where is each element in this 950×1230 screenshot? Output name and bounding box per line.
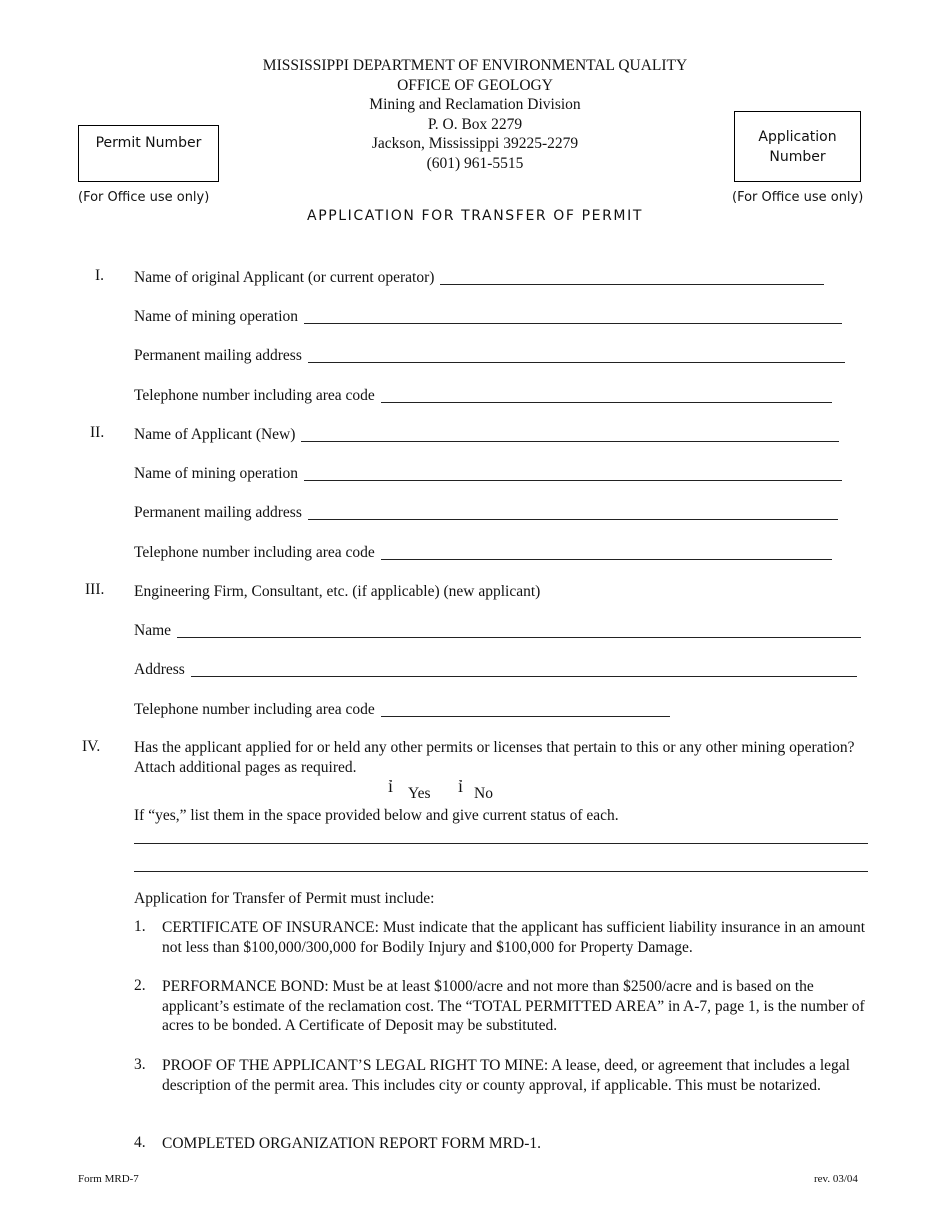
telephone-2-label: Telephone number including area code: [134, 544, 375, 561]
mailing-address-2-line[interactable]: [308, 519, 838, 520]
requirement-1-text: CERTIFICATE OF INSURANCE: Must indicate that the applicant has sufficient liability insurance in an amount not less than $100,000/300,000 for Bodily Injury and $100,000 for Property Damage.: [162, 919, 866, 956]
consultant-name-line[interactable]: [177, 637, 861, 638]
if-yes-instruction: If “yes,” list them in the space provided below and give current status of each.: [134, 807, 619, 824]
permits-list-line-1[interactable]: [134, 843, 868, 844]
consultant-telephone-field[interactable]: [134, 698, 670, 720]
mining-operation-2-line[interactable]: [304, 480, 842, 481]
mailing-address-1-label: Permanent mailing address: [134, 347, 302, 364]
requirement-4-text: COMPLETED ORGANIZATION REPORT FORM MRD-1.: [162, 1135, 541, 1152]
no-label: No: [474, 785, 493, 802]
yes-checkbox[interactable]: ỉ: [388, 776, 394, 796]
telephone-2-line[interactable]: [381, 559, 832, 560]
form-title: APPLICATION FOR TRANSFER OF PERMIT: [307, 208, 643, 224]
application-office-note: (For Office use only): [732, 190, 864, 205]
no-checkbox[interactable]: ỉ: [458, 776, 464, 796]
engineering-firm-label: Engineering Firm, Consultant, etc. (if applicable) (new applicant): [134, 583, 541, 600]
engineering-firm-heading: [134, 580, 540, 602]
requirement-4-number: 4.: [134, 1134, 146, 1151]
requirement-1-number: 1.: [134, 918, 146, 935]
consultant-name-label: Name: [134, 622, 172, 639]
section-2-numeral: II.: [90, 424, 105, 441]
new-applicant-field[interactable]: [134, 423, 839, 445]
mailing-address-2-field[interactable]: [134, 501, 838, 523]
section-4-numeral: IV.: [82, 738, 101, 755]
telephone-1-field[interactable]: [134, 384, 832, 406]
mailing-address-1-line[interactable]: [308, 362, 845, 363]
mining-operation-2-field[interactable]: [134, 462, 842, 484]
mining-operation-1-line[interactable]: [304, 323, 842, 324]
consultant-address-label: Address: [134, 661, 185, 678]
other-permits-question: Has the applicant applied for or held any other permits or licenses that pertain to this or any other mining operation? Attach additional pages as required.: [134, 739, 855, 776]
permits-list-line-2[interactable]: [134, 871, 868, 872]
original-applicant-label: Name of original Applicant (or current operator): [134, 269, 435, 286]
requirement-2-text: PERFORMANCE BOND: Must be at least $1000/acre and not more than $2500/acre and is based on the applicant’s estimate of the reclamation cost. The “TOTAL PERMITTED AREA” in A-7, page 1, is the number of acres to be bonded. A Certificate of Deposit may be substituted.: [162, 978, 865, 1034]
application-number-box[interactable]: [734, 111, 861, 182]
original-applicant-line[interactable]: [440, 284, 824, 285]
consultant-address-field[interactable]: [134, 658, 857, 680]
telephone-2-field[interactable]: [134, 541, 832, 563]
consultant-address-line[interactable]: [191, 676, 857, 677]
mining-operation-2-label: Name of mining operation: [134, 465, 298, 482]
form-id: Form MRD-7: [78, 1173, 139, 1185]
mailing-address-1-field[interactable]: [134, 344, 845, 366]
new-applicant-line[interactable]: [301, 441, 839, 442]
office-name: OFFICE OF GEOLOGY: [397, 76, 553, 94]
requirement-3-text: PROOF OF THE APPLICANT’S LEGAL RIGHT TO MINE: A lease, deed, or agreement that includes a legal description of the permit area. This includes city or county approval, if applicable. This must be notarized.: [162, 1057, 850, 1094]
agency-phone: (601) 961-5515: [426, 154, 524, 172]
section-3-numeral: III.: [85, 581, 105, 598]
city-state-zip: Jackson, Mississippi 39225-2279: [371, 135, 579, 153]
permit-number-label: Permit Number: [95, 134, 202, 151]
revision-date: rev. 03/04: [814, 1173, 858, 1185]
new-applicant-label: Name of Applicant (New): [134, 426, 296, 443]
yes-label: Yes: [408, 785, 431, 802]
mailing-address-2-label: Permanent mailing address: [134, 504, 302, 521]
original-applicant-field[interactable]: [134, 266, 824, 288]
permit-number-box[interactable]: [78, 125, 219, 182]
telephone-1-line[interactable]: [381, 402, 832, 403]
mining-operation-1-label: Name of mining operation: [134, 308, 298, 325]
requirements-intro: Application for Transfer of Permit must include:: [134, 890, 435, 907]
po-box: P. O. Box 2279: [427, 115, 523, 133]
agency-name: MISSISSIPPI DEPARTMENT OF ENVIRONMENTAL QUALITY: [262, 57, 688, 74]
telephone-1-label: Telephone number including area code: [134, 387, 375, 404]
mining-operation-1-field[interactable]: [134, 305, 842, 327]
application-number-label: Application Number: [758, 128, 837, 165]
permit-office-note: (For Office use only): [78, 190, 210, 205]
consultant-telephone-line[interactable]: [381, 716, 670, 717]
section-1-numeral: I.: [95, 267, 105, 284]
division-name: Mining and Reclamation Division: [369, 96, 581, 114]
consultant-telephone-label: Telephone number including area code: [134, 701, 375, 718]
consultant-name-field[interactable]: [134, 619, 861, 641]
requirement-3-number: 3.: [134, 1056, 146, 1073]
requirement-2-number: 2.: [134, 977, 146, 994]
